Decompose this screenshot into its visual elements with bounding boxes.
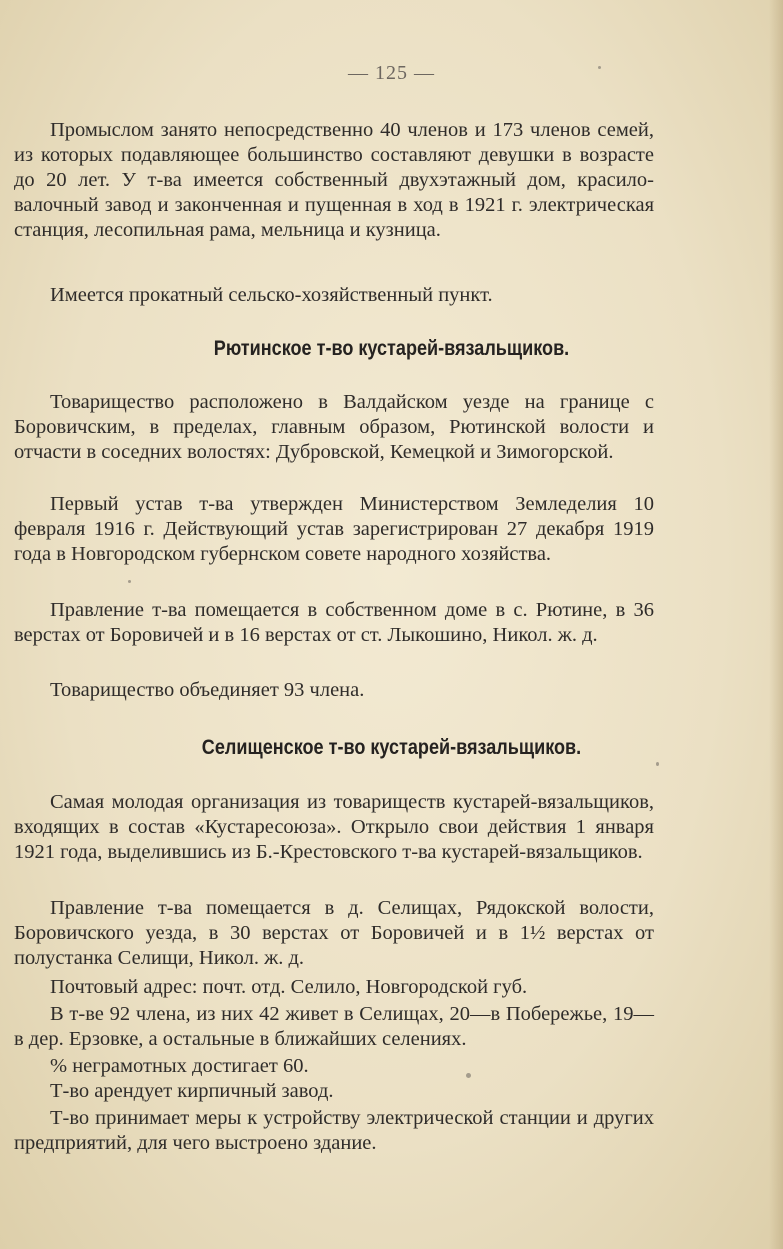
- rutino-paragraph-3: Правление т-ва помещается в собственном доме в с. Рютине, в 36 верстах от Боровичей и в 16 верстах от ст. Лыкошино, Никол. ж. д.: [14, 599, 654, 646]
- intro-paragraph-1: Промыслом занято непосредственно 40 членов и 173 членов семей, из которых подавляющее большинство составляют девушки в возрасте до 20 лет. У т-ва имеется собственный двухэтажный дом, красило-валочный завод и законченная и пущенная в ход в 1921 г. электрическая станция, лесопильная рама, мельница и кузница.: [14, 119, 654, 241]
- paper-speck: [466, 1073, 471, 1078]
- selishchi-paragraph-7: Т-во принимает меры к устройству электрической станции и других предприятий, для чего выстроено здание.: [14, 1107, 654, 1154]
- selishchi-paragraph-2: Правление т-ва помещается в д. Селищах, Рядокской волости, Боровичского уезда, в 30 верстах от Боровичей и в 1½ верстах от полустанка Селищи, Никол. ж. д.: [14, 897, 654, 969]
- paper-speck: [656, 762, 659, 766]
- rutino-paragraph-4: Товарищество объединяет 93 члена.: [50, 679, 365, 701]
- selishchi-paragraph-6: Т-во арендует кирпичный завод.: [50, 1080, 334, 1102]
- selishchi-paragraph-1: Самая молодая организация из товариществ кустарей-вязальщиков, входящих в состав «Кустаресоюза». Открыло свои действия 1 января 1921 года, выделившись из Б.-Крестовского т-ва кустарей-вязальщиков.: [14, 791, 654, 863]
- page-edge-shadow: [769, 0, 783, 1249]
- rutino-paragraph-1: Товарищество расположено в Валдайском уезде на границе с Боровичским, в пределах, главным образом, Рютинской волости и отчасти в соседних волостях: Дубровской, Кемецкой и Зимогорской.: [14, 391, 654, 463]
- paper-speck: [128, 580, 131, 583]
- page-number: — 125 —: [348, 62, 435, 84]
- paper-speck: [598, 66, 601, 69]
- section-heading-rutino: Рютинское т-во кустарей-вязальщиков.: [213, 337, 570, 360]
- selishchi-paragraph-4: В т-ве 92 члена, из них 42 живет в Селищах, 20—в Побережье, 19—в дер. Ерзовке, а остальные в ближайших селениях.: [14, 1003, 654, 1050]
- section-heading-selishchi: Селищенское т-во кустарей-вязальщиков.: [201, 736, 582, 759]
- intro-paragraph-2: Имеется прокатный сельско-хозяйственный пункт.: [50, 284, 493, 306]
- selishchi-paragraph-5: % неграмотных достигает 60.: [50, 1055, 309, 1077]
- rutino-paragraph-2: Первый устав т-ва утвержден Министерством Земледелия 10 февраля 1916 г. Действующий устав зарегистрирован 27 декабря 1919 года в Новгородском губернском совете народного хозяйства.: [14, 493, 654, 565]
- selishchi-paragraph-3: Почтовый адрес: почт. отд. Селило, Новгородской губ.: [50, 976, 528, 998]
